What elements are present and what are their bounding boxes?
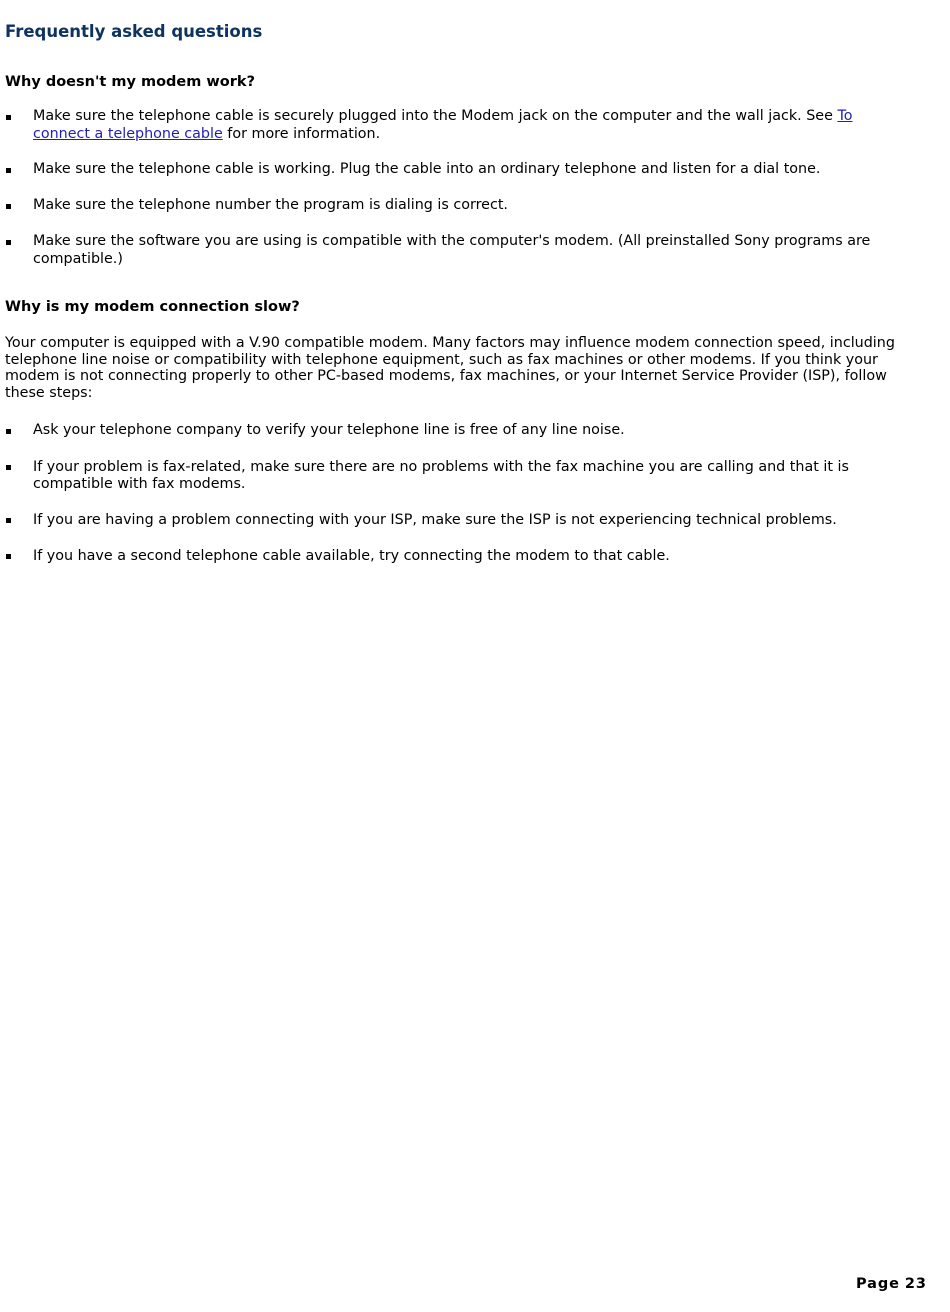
list-item-text: for more information. [222, 125, 381, 142]
square-bullet-icon [6, 204, 11, 209]
square-bullet-icon [6, 240, 11, 245]
page-title: Frequently asked questions [5, 22, 263, 41]
list-item [5, 233, 913, 268]
list-item-text: Make sure the telephone cable is working. Plug the cable into an ordinary telephone and listen for a dial tone. [33, 161, 821, 177]
list-item-text: Ask your telephone company to verify your telephone line is free of any line noise. [33, 422, 625, 438]
list-item [5, 512, 913, 530]
list-item [5, 548, 913, 566]
page-number-value: 23 [904, 1276, 927, 1292]
list-item-text: Make sure the telephone number the program is dialing is correct. [33, 197, 508, 213]
list-item [5, 197, 913, 215]
connect-telephone-cable-link[interactable]: To connect a telephone cable [33, 108, 853, 142]
square-bullet-icon [6, 429, 11, 434]
list-item [5, 161, 913, 179]
square-bullet-icon [6, 465, 11, 470]
section-heading-modem-not-working: Why doesn't my modem work? [5, 74, 255, 90]
square-bullet-icon [6, 554, 11, 559]
modem-slow-list [5, 422, 913, 565]
page-number-label: Page [856, 1276, 900, 1292]
list-item-text: Make sure the software you are using is compatible with the computer's modem. (All preinstalled Sony programs are compatible.) [33, 233, 871, 267]
list-item [5, 108, 913, 143]
square-bullet-icon [6, 115, 11, 120]
list-item-text: If you are having a problem connecting with your ISP, make sure the ISP is not experiencing technical problems. [33, 511, 837, 528]
list-item [5, 422, 913, 440]
list-item-text: If you have a second telephone cable available, try connecting the modem to that cable. [33, 547, 670, 564]
modem-slow-intro: Your computer is equipped with a V.90 compatible modem. Many factors may influence modem connection speed, including telephone line noise or compatibility with telephone equipment, such as fax machines or other modems. If you think your modem is not connecting properly to other PC-based modems, fax machines, or your Internet Service Provider (ISP), follow these steps: [5, 335, 895, 401]
page-number [856, 1276, 927, 1292]
modem-not-working-list [5, 108, 913, 268]
square-bullet-icon [6, 518, 11, 523]
section-heading-modem-slow: Why is my modem connection slow? [5, 299, 300, 315]
list-item [5, 459, 913, 494]
square-bullet-icon [6, 168, 11, 173]
list-item-text: If your problem is fax-related, make sure there are no problems with the fax machine you are calling and that it is compatible with fax modems. [33, 458, 849, 492]
list-item-text: Make sure the telephone cable is securely plugged into the Modem jack on the computer and the wall jack. See [33, 108, 838, 124]
